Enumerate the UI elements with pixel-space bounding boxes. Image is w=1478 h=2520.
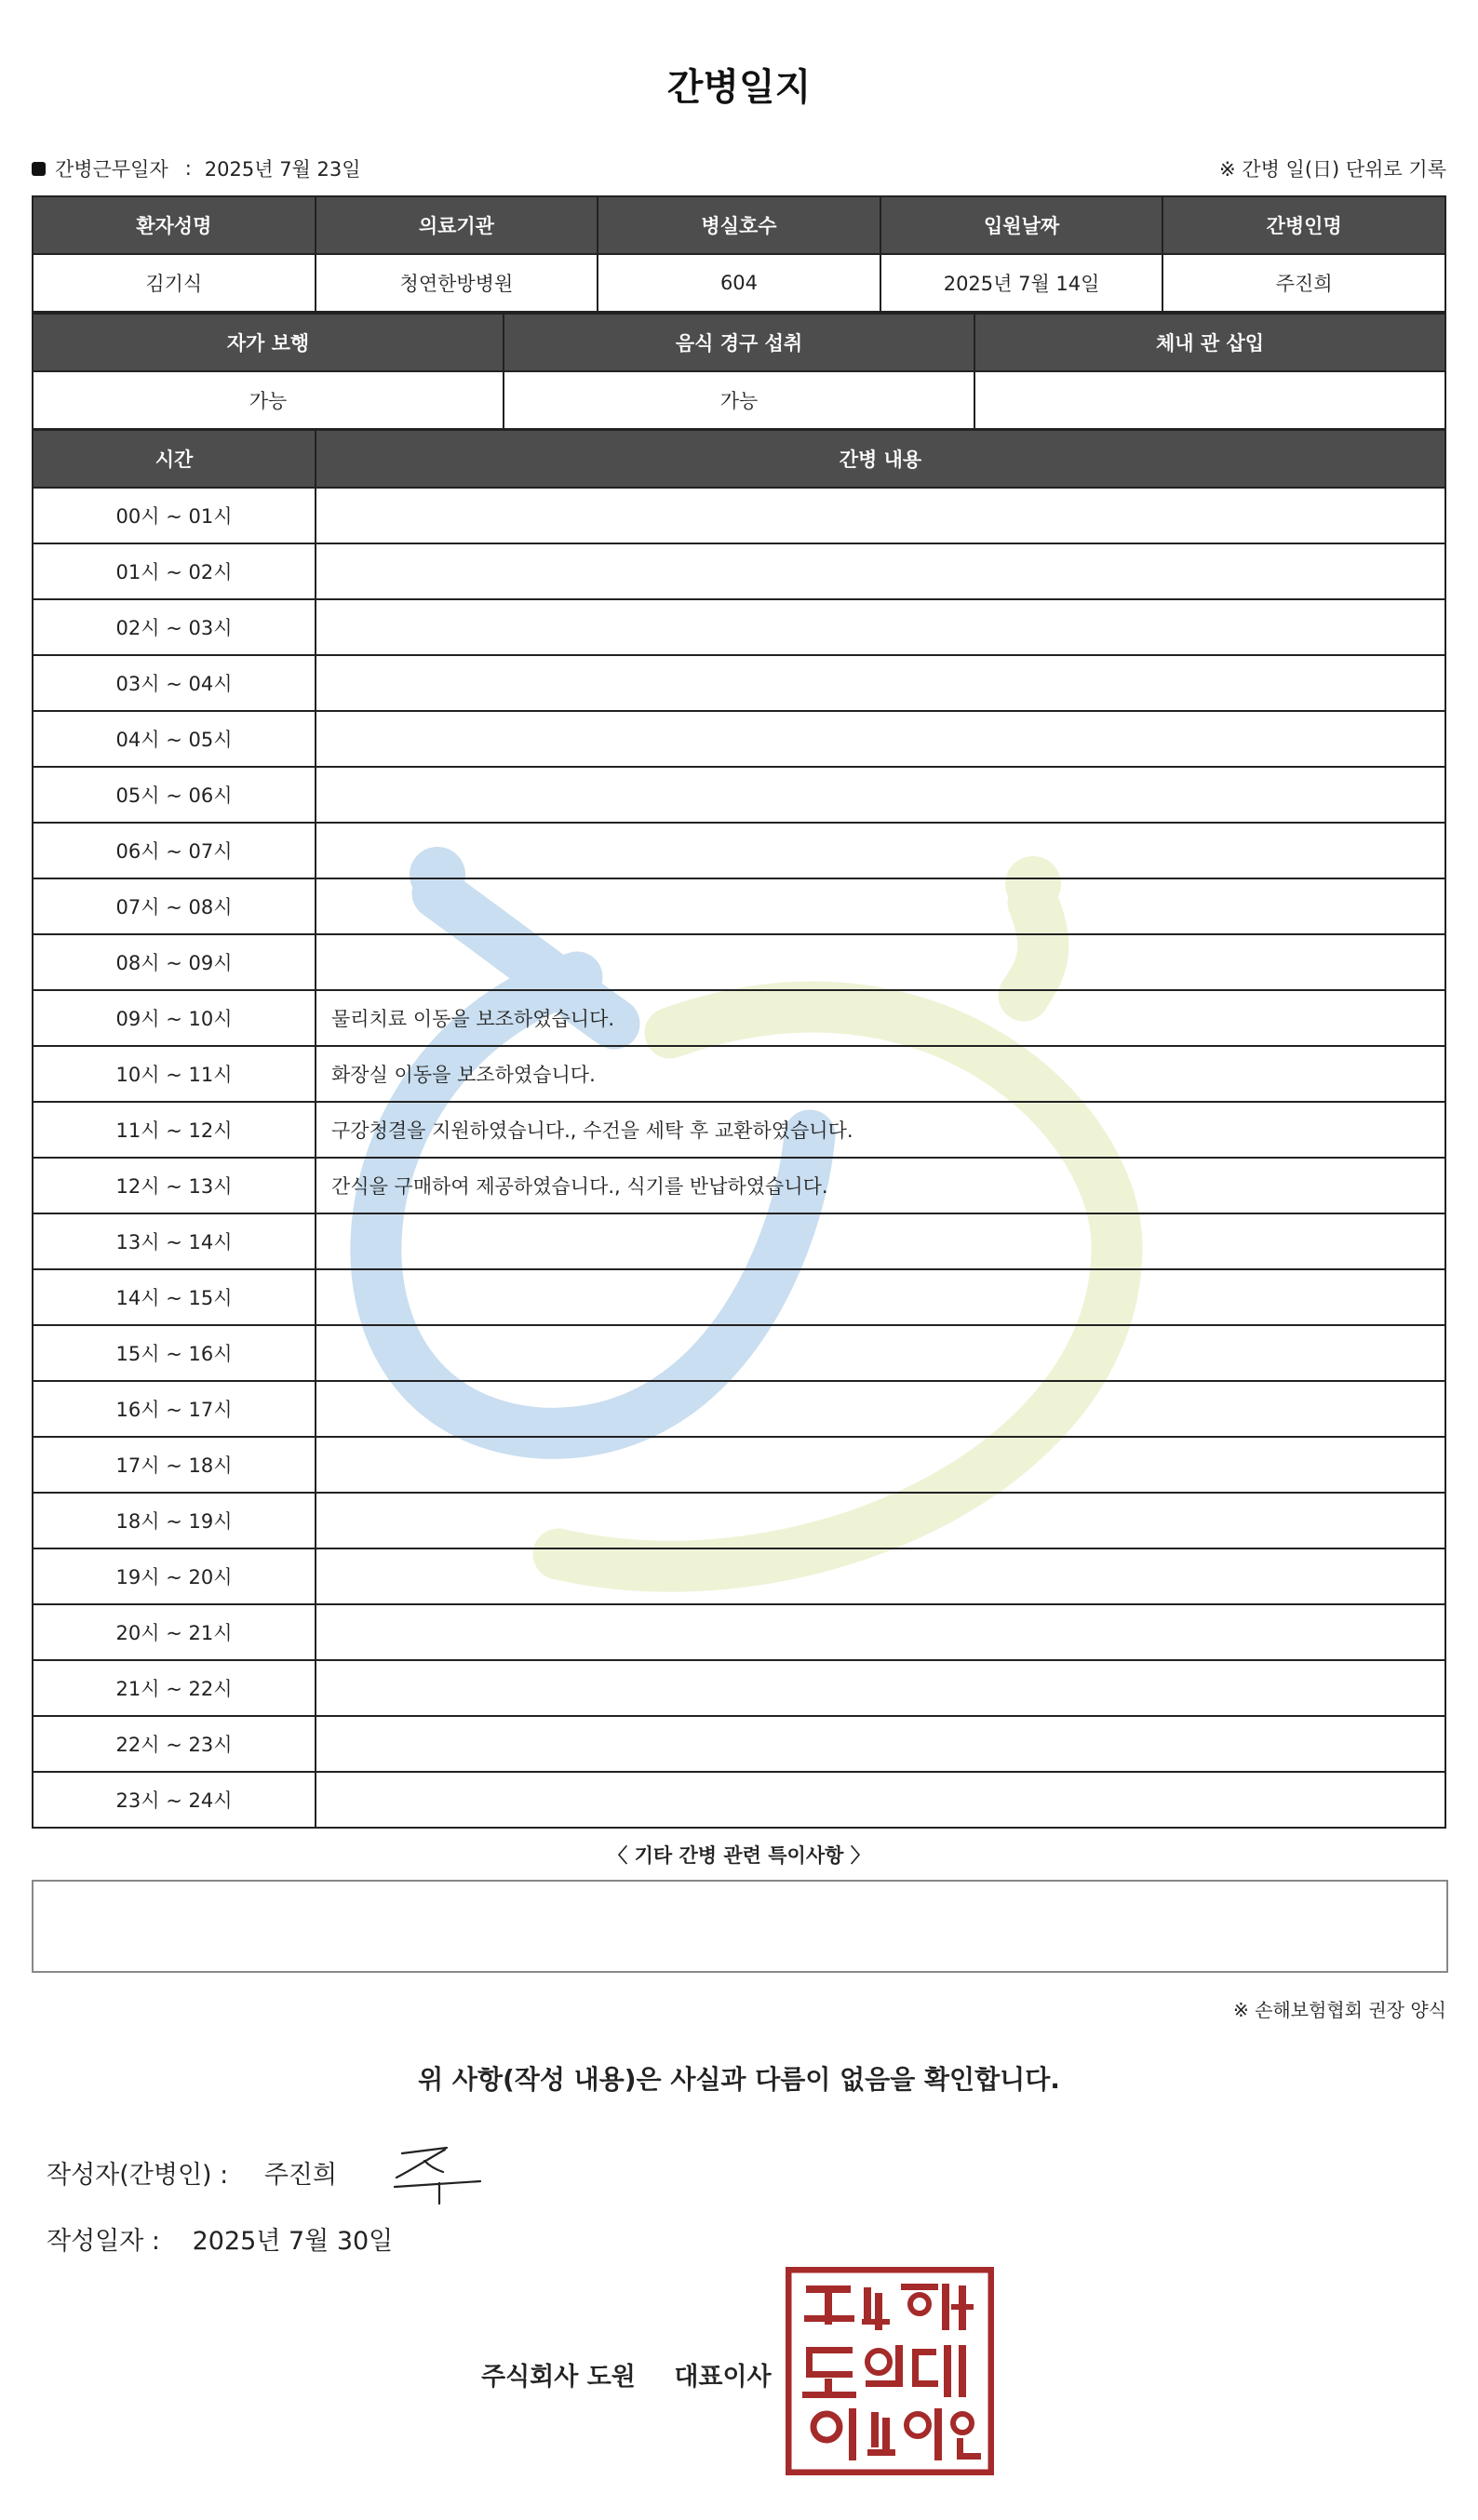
schedule-row <box>33 1437 1445 1493</box>
tube-insertion-value <box>974 371 1445 429</box>
self-walking-value: 가능 <box>33 371 504 429</box>
schedule-content: 화장실 이동을 보조하였습니다. <box>316 1046 1445 1102</box>
patient-status-table <box>32 313 1446 430</box>
patient-info-header-row <box>33 196 1445 254</box>
write-date-label: 작성일자 : <box>47 2227 161 2256</box>
schedule-time: 22시 ~ 23시 <box>33 1716 316 1772</box>
write-date-value: 2025년 7월 30일 <box>192 2227 394 2256</box>
company-name: 주식회사 도원 <box>481 2363 636 2392</box>
schedule-row <box>33 488 1445 543</box>
schedule-content <box>316 1381 1445 1437</box>
schedule-row <box>33 1213 1445 1269</box>
schedule-content <box>316 1716 1445 1772</box>
schedule-row <box>33 1381 1445 1437</box>
schedule-time: 07시 ~ 08시 <box>33 878 316 934</box>
hospital-name: 청연한방병원 <box>316 254 598 312</box>
schedule-time: 16시 ~ 17시 <box>33 1381 316 1437</box>
schedule-content: 간식을 구매하여 제공하였습니다., 식기를 반납하였습니다. <box>316 1158 1445 1213</box>
schedule-row <box>33 1493 1445 1548</box>
schedule-content <box>316 1325 1445 1381</box>
patient-info-table <box>32 195 1446 313</box>
schedule-content <box>316 878 1445 934</box>
schedule-content <box>316 767 1445 823</box>
write-date-line <box>47 2220 393 2257</box>
schedule-time: 21시 ~ 22시 <box>33 1660 316 1716</box>
schedule-time: 23시 ~ 24시 <box>33 1772 316 1828</box>
company-seal <box>786 2267 994 2475</box>
schedule-time: 11시 ~ 12시 <box>33 1102 316 1158</box>
oral-intake-value: 가능 <box>504 371 974 429</box>
header-caregiver-name: 간병인명 <box>1162 196 1445 254</box>
schedule-time: 14시 ~ 15시 <box>33 1269 316 1325</box>
schedule-time: 06시 ~ 07시 <box>33 823 316 878</box>
schedule-time: 05시 ~ 06시 <box>33 767 316 823</box>
schedule-content <box>316 1604 1445 1660</box>
caregiver-signature <box>391 2140 484 2205</box>
schedule-row <box>33 1158 1445 1213</box>
schedule-time: 13시 ~ 14시 <box>33 1213 316 1269</box>
schedule-row <box>33 934 1445 990</box>
square-bullet-icon <box>32 162 46 176</box>
schedule-time: 04시 ~ 05시 <box>33 711 316 767</box>
schedule-content: 물리치료 이동을 보조하였습니다. <box>316 990 1445 1046</box>
schedule-row <box>33 1325 1445 1381</box>
confirmation-statement: 위 사항(작성 내용)은 사실과 다름이 없음을 확인합니다. <box>418 2064 1060 2095</box>
work-date-label: 간병근무일자 <box>55 158 168 181</box>
schedule-content <box>316 655 1445 711</box>
schedule-time: 18시 ~ 19시 <box>33 1493 316 1548</box>
schedule-time: 10시 ~ 11시 <box>33 1046 316 1102</box>
header-tube-insertion: 체내 관 삽입 <box>974 314 1445 371</box>
schedule-row <box>33 543 1445 599</box>
schedule-row <box>33 878 1445 934</box>
schedule-content <box>316 488 1445 543</box>
header-room-number: 병실호수 <box>598 196 880 254</box>
schedule-time: 20시 ~ 21시 <box>33 1604 316 1660</box>
patient-name: 김기식 <box>33 254 316 312</box>
schedule-row <box>33 1604 1445 1660</box>
header-oral-intake: 음식 경구 섭취 <box>504 314 974 371</box>
schedule-time: 00시 ~ 01시 <box>33 488 316 543</box>
schedule-header-row <box>33 430 1445 488</box>
notes-title: 〈 기타 간병 관련 특이사항 〉 <box>608 1844 870 1867</box>
schedule-content <box>316 1493 1445 1548</box>
notes-box <box>32 1880 1448 1973</box>
header-admission-date: 입원날짜 <box>880 196 1163 254</box>
insurance-note: ※ 손해보험협회 권장 양식 <box>1232 1999 1446 2021</box>
ceo-label: 대표이사 <box>674 2363 772 2392</box>
schedule-content <box>316 711 1445 767</box>
writer-label: 작성자(간병인) : <box>47 2161 229 2190</box>
record-note: ※ 간병 일(日) 단위로 기록 <box>1219 158 1446 181</box>
company-line <box>481 2356 772 2393</box>
schedule-row <box>33 767 1445 823</box>
work-date-separator: : <box>184 157 192 180</box>
work-date <box>32 154 361 182</box>
schedule-row <box>33 655 1445 711</box>
patient-info-value-row <box>33 254 1445 312</box>
care-schedule-table <box>32 429 1446 1829</box>
schedule-row <box>33 1660 1445 1716</box>
schedule-time: 15시 ~ 16시 <box>33 1325 316 1381</box>
writer-line <box>47 2154 337 2191</box>
schedule-content <box>316 1437 1445 1493</box>
schedule-time: 08시 ~ 09시 <box>33 934 316 990</box>
schedule-content <box>316 1772 1445 1828</box>
schedule-time: 01시 ~ 02시 <box>33 543 316 599</box>
schedule-row <box>33 1716 1445 1772</box>
schedule-time: 03시 ~ 04시 <box>33 655 316 711</box>
schedule-content <box>316 934 1445 990</box>
schedule-time: 02시 ~ 03시 <box>33 599 316 655</box>
status-header-row <box>33 314 1445 371</box>
schedule-row <box>33 1548 1445 1604</box>
schedule-content <box>316 1213 1445 1269</box>
status-value-row <box>33 371 1445 429</box>
schedule-content: 구강청결을 지원하였습니다., 수건을 세탁 후 교환하였습니다. <box>316 1102 1445 1158</box>
room-number: 604 <box>598 254 880 312</box>
schedule-content <box>316 543 1445 599</box>
header-time: 시간 <box>33 430 316 488</box>
schedule-content <box>316 823 1445 878</box>
schedule-row <box>33 1046 1445 1102</box>
schedule-content <box>316 1660 1445 1716</box>
schedule-row <box>33 1102 1445 1158</box>
schedule-row <box>33 599 1445 655</box>
schedule-row <box>33 823 1445 878</box>
schedule-time: 09시 ~ 10시 <box>33 990 316 1046</box>
writer-name: 주진희 <box>263 2161 338 2190</box>
schedule-row <box>33 1772 1445 1828</box>
page-title: 간병일지 <box>666 66 812 109</box>
schedule-content <box>316 1269 1445 1325</box>
schedule-row <box>33 1269 1445 1325</box>
schedule-time: 12시 ~ 13시 <box>33 1158 316 1213</box>
schedule-content <box>316 599 1445 655</box>
work-date-value: 2025년 7월 23일 <box>204 158 361 181</box>
schedule-row <box>33 990 1445 1046</box>
header-care-content: 간병 내용 <box>316 430 1445 488</box>
header-patient-name: 환자성명 <box>33 196 316 254</box>
admission-date: 2025년 7월 14일 <box>880 254 1163 312</box>
schedule-time: 17시 ~ 18시 <box>33 1437 316 1493</box>
header-self-walking: 자가 보행 <box>33 314 504 371</box>
caregiver-name: 주진희 <box>1162 254 1445 312</box>
schedule-time: 19시 ~ 20시 <box>33 1548 316 1604</box>
header-hospital: 의료기관 <box>316 196 598 254</box>
schedule-row <box>33 711 1445 767</box>
schedule-content <box>316 1548 1445 1604</box>
